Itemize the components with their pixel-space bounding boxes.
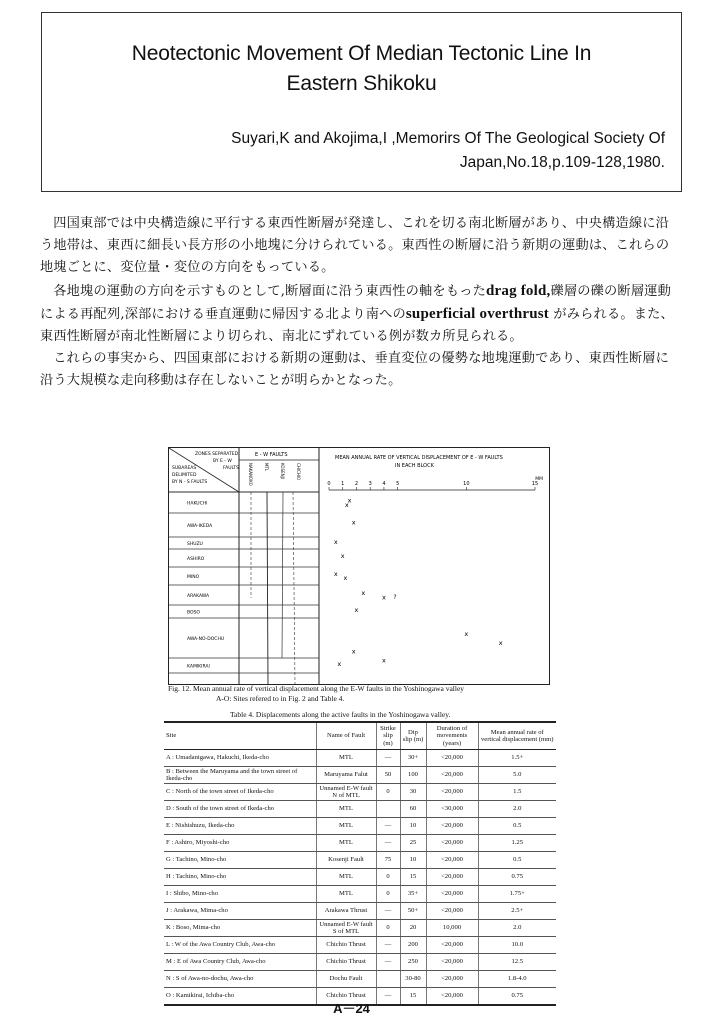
fault-col-1: NAKANOKO bbox=[248, 463, 253, 486]
figure-caption bbox=[168, 684, 558, 704]
abstract-paragraph-3: これらの事実から、四国東部における新期の運動は、垂直変位の優勢な地塊運動であり、東西性断層に沿う大規模な走向移動は存在しないことが明らかとなった。 bbox=[40, 351, 670, 389]
table-cell: 0 bbox=[376, 869, 400, 886]
table-cell: 12.5 bbox=[478, 954, 556, 971]
table-header-cell: Mean annual rate of vertical displacement (mm) bbox=[478, 722, 556, 750]
table-cell: MTL bbox=[316, 750, 376, 767]
data-point: x bbox=[464, 630, 469, 638]
table-cell: 30-80 bbox=[400, 971, 426, 988]
tick-label: 4 bbox=[382, 481, 386, 487]
block-label: AWA-NO-DOCHU bbox=[187, 637, 225, 642]
table-cell: <20,000 bbox=[426, 767, 478, 784]
data-point: x bbox=[333, 537, 338, 546]
block-label: ARAKAWA bbox=[187, 594, 210, 599]
table-cell: Unnamed E-W fault S of MTL bbox=[316, 920, 376, 937]
data-point: x bbox=[382, 593, 386, 602]
table-cell: MTL bbox=[316, 869, 376, 886]
abstract-paragraph-1: 四国東部では中央構造線に平行する東西性断層が発達し、これを切る南北断層があり、中央構造線に沿う地帯は、東西に細長い長方形の小地塊に分けられている。東西性の断層に沿う新期の運動は、これらの地塊ごとに、変位量・変位の方向をもっている。 bbox=[40, 216, 670, 276]
table-header-cell: Site bbox=[164, 722, 316, 750]
table-row bbox=[164, 801, 556, 818]
data-point: x bbox=[337, 660, 342, 668]
table-header-cell: Name of Fault bbox=[316, 722, 376, 750]
abstract bbox=[40, 213, 676, 393]
table-cell: A : Umadanigawa, Hakuchi, Ikeda-cho bbox=[164, 750, 316, 767]
table-cell: Chichio Thrust bbox=[316, 988, 376, 1006]
table-cell: 15 bbox=[400, 988, 426, 1006]
table-cell: G : Tachino, Mino-cho bbox=[164, 852, 316, 869]
table-cell: — bbox=[376, 750, 400, 767]
table-cell: 0 bbox=[376, 784, 400, 801]
data-point: x bbox=[343, 574, 348, 583]
citation bbox=[231, 127, 665, 175]
table-cell: 0 bbox=[376, 920, 400, 937]
table-row bbox=[164, 920, 556, 937]
fault-col-3: KOSENJI bbox=[280, 463, 285, 479]
abstract-text: 礫層の礫の断層運動による再配列,深部における垂直運動に帰因する北より南への bbox=[40, 283, 671, 322]
table-cell: 10.0 bbox=[478, 937, 556, 954]
block-label: KAMIKIRAI bbox=[187, 664, 210, 670]
table-row bbox=[164, 937, 556, 954]
title-line-1: Neotectonic Movement Of Median Tectonic Line In bbox=[131, 42, 592, 65]
hdr-zones-3: FAULTS bbox=[223, 466, 240, 471]
table-cell: <20,000 bbox=[426, 886, 478, 903]
data-point: x bbox=[351, 518, 356, 527]
table-row bbox=[164, 750, 556, 767]
table-cell bbox=[376, 971, 400, 988]
table-cell: 50+ bbox=[400, 903, 426, 920]
hdr-zones-1: ZONES SEPARATED bbox=[195, 452, 239, 457]
table-cell: MTL bbox=[316, 835, 376, 852]
data-point: x bbox=[344, 501, 349, 510]
table-cell: 1.75+ bbox=[478, 886, 556, 903]
tick-label: 1 bbox=[341, 481, 345, 487]
table-cell: <20,000 bbox=[426, 954, 478, 971]
tick-label: 5 bbox=[396, 481, 400, 487]
title-box bbox=[41, 12, 682, 192]
table-title: Table 4. Displacements along the active faults in the Yoshinogawa valley. bbox=[230, 710, 451, 719]
table-cell: 60 bbox=[400, 801, 426, 818]
table-row bbox=[164, 818, 556, 835]
table-cell: 0 bbox=[376, 886, 400, 903]
table-cell: 100 bbox=[400, 767, 426, 784]
table-cell: 250 bbox=[400, 954, 426, 971]
table-cell: <20,000 bbox=[426, 988, 478, 1006]
citation-line-1: Suyari,K and Akojima,I ,Memorirs Of The Geological Society Of bbox=[231, 130, 665, 147]
table-cell: <20,000 bbox=[426, 852, 478, 869]
block-label: SHUZU bbox=[187, 542, 203, 547]
caption-line-2: A-O: Sites refered to in Fig. 2 and Table 4. bbox=[216, 694, 345, 703]
block-label: AWA-IKEDA bbox=[187, 524, 213, 529]
table-cell: Chichio Thrust bbox=[316, 937, 376, 954]
abstract-paragraph-2 bbox=[40, 280, 676, 349]
table-cell: <20,000 bbox=[426, 750, 478, 767]
table-cell bbox=[376, 801, 400, 818]
table-cell: B : Between the Maruyama and the town street of Ikeda-cho bbox=[164, 767, 316, 784]
table-cell: K : Boso, Mima-cho bbox=[164, 920, 316, 937]
table-cell: 2.0 bbox=[478, 801, 556, 818]
table-cell: <30,000 bbox=[426, 801, 478, 818]
table-cell: 1.5+ bbox=[478, 750, 556, 767]
table-cell: 1.8-4.0 bbox=[478, 971, 556, 988]
table-cell: Arakawa Thrust bbox=[316, 903, 376, 920]
chart-title-2: IN EACH BLOCK bbox=[395, 463, 434, 469]
table-cell: — bbox=[376, 835, 400, 852]
hdr-ew-faults: E - W FAULTS bbox=[255, 452, 288, 458]
table-cell: 25 bbox=[400, 835, 426, 852]
table-cell: MTL bbox=[316, 818, 376, 835]
table-row bbox=[164, 886, 556, 903]
table-cell: — bbox=[376, 818, 400, 835]
tick-label: 10 bbox=[463, 481, 470, 487]
hdr-zones-2: BY E - W bbox=[213, 459, 232, 464]
table-cell: <20,000 bbox=[426, 784, 478, 801]
table-cell: 5.0 bbox=[478, 767, 556, 784]
table-cell: <20,000 bbox=[426, 818, 478, 835]
table-row bbox=[164, 852, 556, 869]
x-axis-ticks bbox=[327, 481, 538, 490]
tick-label: 0 bbox=[327, 481, 331, 487]
table-cell: 50 bbox=[376, 767, 400, 784]
data-point: x bbox=[361, 589, 366, 597]
table-row bbox=[164, 767, 556, 784]
table-cell: L : W of the Awa Country Club, Awa-cho bbox=[164, 937, 316, 954]
table-cell: 0.5 bbox=[478, 818, 556, 835]
table-cell: 35+ bbox=[400, 886, 426, 903]
table-header-cell: Strike slip (m) bbox=[376, 722, 400, 750]
table-cell: Chichio Thrust bbox=[316, 954, 376, 971]
table-4 bbox=[164, 721, 556, 1006]
table-cell: — bbox=[376, 903, 400, 920]
term-overthrust: superficial overthrust bbox=[405, 305, 549, 322]
citation-line-2: Japan,No.18,p.109-128,1980. bbox=[459, 154, 665, 171]
term-drag-fold: drag fold, bbox=[485, 282, 551, 299]
table-cell: M : E of Awa Country Club, Awa-cho bbox=[164, 954, 316, 971]
table-row bbox=[164, 954, 556, 971]
table-cell: <20,000 bbox=[426, 937, 478, 954]
data-point: x bbox=[382, 656, 386, 665]
table-cell: 10,000 bbox=[426, 920, 478, 937]
table-cell: Maruyama Falut bbox=[316, 767, 376, 784]
uncertain-marker: ? bbox=[393, 594, 397, 601]
table-cell: <20,000 bbox=[426, 903, 478, 920]
table-cell: 75 bbox=[376, 852, 400, 869]
block-label: MINO bbox=[187, 575, 200, 580]
table-cell: — bbox=[376, 988, 400, 1006]
table-cell: J : Arakawa, Mima-cho bbox=[164, 903, 316, 920]
fault-col-2: MTL bbox=[264, 463, 269, 472]
fault-col-4: CHICHIO bbox=[296, 463, 301, 481]
table-cell: <20,000 bbox=[426, 971, 478, 988]
caption-line-1: Fig. 12. Mean annual rate of vertical displacement along the E-W faults in the Yoshinogawa valley bbox=[168, 684, 465, 693]
table-cell: 1.25 bbox=[478, 835, 556, 852]
table-cell: 20 bbox=[400, 920, 426, 937]
data-point: x bbox=[340, 552, 345, 561]
table-cell: 200 bbox=[400, 937, 426, 954]
table-cell: 0.75 bbox=[478, 988, 556, 1006]
page-number: A－24 bbox=[333, 1001, 370, 1016]
hdr-subareas-3: BY N - S FAULTS bbox=[172, 480, 208, 485]
tick-label: 2 bbox=[354, 481, 359, 487]
block-label: BOSO bbox=[187, 610, 200, 616]
table-row bbox=[164, 835, 556, 852]
table-header-cell: Dip slip (m) bbox=[400, 722, 426, 750]
data-point: x bbox=[498, 638, 503, 647]
table-cell: 15 bbox=[400, 869, 426, 886]
title-line-2: Eastern Shikoku bbox=[286, 72, 437, 95]
paper-title bbox=[42, 39, 681, 99]
data-point: x bbox=[351, 647, 356, 656]
table-cell: Unnamed E-W fault N of MTL bbox=[316, 784, 376, 801]
table-cell: 0.5 bbox=[478, 852, 556, 869]
hdr-subareas-2: DELIMITED bbox=[172, 473, 197, 478]
tick-label: 3 bbox=[368, 481, 372, 487]
block-label: ASHIRO bbox=[187, 557, 205, 562]
axis-unit: MM bbox=[535, 477, 543, 482]
table-cell: MTL bbox=[316, 801, 376, 818]
table-cell: C : North of the town street of Ikeda-cho bbox=[164, 784, 316, 801]
abstract-text: がみられる。また、東西性断層が南北性断層により切られ、南北にずれている例が数カ所見られる。 bbox=[40, 306, 674, 345]
table-body bbox=[164, 750, 556, 1006]
table-cell: F : Ashiro, Miyoshi-cho bbox=[164, 835, 316, 852]
table-cell: 1.5 bbox=[478, 784, 556, 801]
chart-title-1: MEAN ANNUAL RATE OF VERTICAL DISPLACEMENT OF E - W FAULTS bbox=[335, 455, 503, 461]
abstract-text: 各地塊の運動の方向を示すものとして,断層面に沿う東西性の軸をもった bbox=[53, 283, 486, 299]
table-cell: MTL bbox=[316, 886, 376, 903]
table-cell: 0.75 bbox=[478, 869, 556, 886]
table-cell: 10 bbox=[400, 852, 426, 869]
table-cell: E : Nishishuzu, Ikeda-cho bbox=[164, 818, 316, 835]
data-point: x bbox=[347, 496, 352, 505]
table-header-row bbox=[164, 722, 556, 750]
table-row bbox=[164, 903, 556, 920]
hdr-subareas-1: SUBAREAS bbox=[172, 466, 197, 471]
table-cell: O : Kamikirai, Ichiba-cho bbox=[164, 988, 316, 1006]
table-cell: — bbox=[376, 954, 400, 971]
table-cell: 2.5+ bbox=[478, 903, 556, 920]
table-cell: 30+ bbox=[400, 750, 426, 767]
table-cell: I : Shibo, Mino-cho bbox=[164, 886, 316, 903]
table-cell: N : S of Awa-no-dochu, Awa-cho bbox=[164, 971, 316, 988]
table-row bbox=[164, 971, 556, 988]
data-points bbox=[334, 496, 503, 668]
table-row bbox=[164, 869, 556, 886]
table-cell: <20,000 bbox=[426, 869, 478, 886]
table-cell: Dochu Fault bbox=[316, 971, 376, 988]
table-cell: 2.0 bbox=[478, 920, 556, 937]
table-cell: H : Tachino, Mino-cho bbox=[164, 869, 316, 886]
data-point: x bbox=[333, 570, 338, 579]
block-dividers bbox=[169, 492, 319, 673]
block-label: HAKUCHI bbox=[187, 501, 208, 507]
table-cell: — bbox=[376, 937, 400, 954]
figure-chart bbox=[169, 448, 549, 684]
table-row bbox=[164, 784, 556, 801]
table-cell: <20,000 bbox=[426, 835, 478, 852]
table-cell: 30 bbox=[400, 784, 426, 801]
table-cell: 10 bbox=[400, 818, 426, 835]
table-cell: D : South of the town street of Ikeda-cho bbox=[164, 801, 316, 818]
fault-lines bbox=[251, 492, 295, 684]
table-header-cell: Duration of movements (years) bbox=[426, 722, 478, 750]
table-cell: Kosenji Fault bbox=[316, 852, 376, 869]
data-point: x bbox=[354, 606, 359, 615]
tick-label: 15 bbox=[531, 481, 539, 487]
figure-12 bbox=[168, 447, 550, 685]
